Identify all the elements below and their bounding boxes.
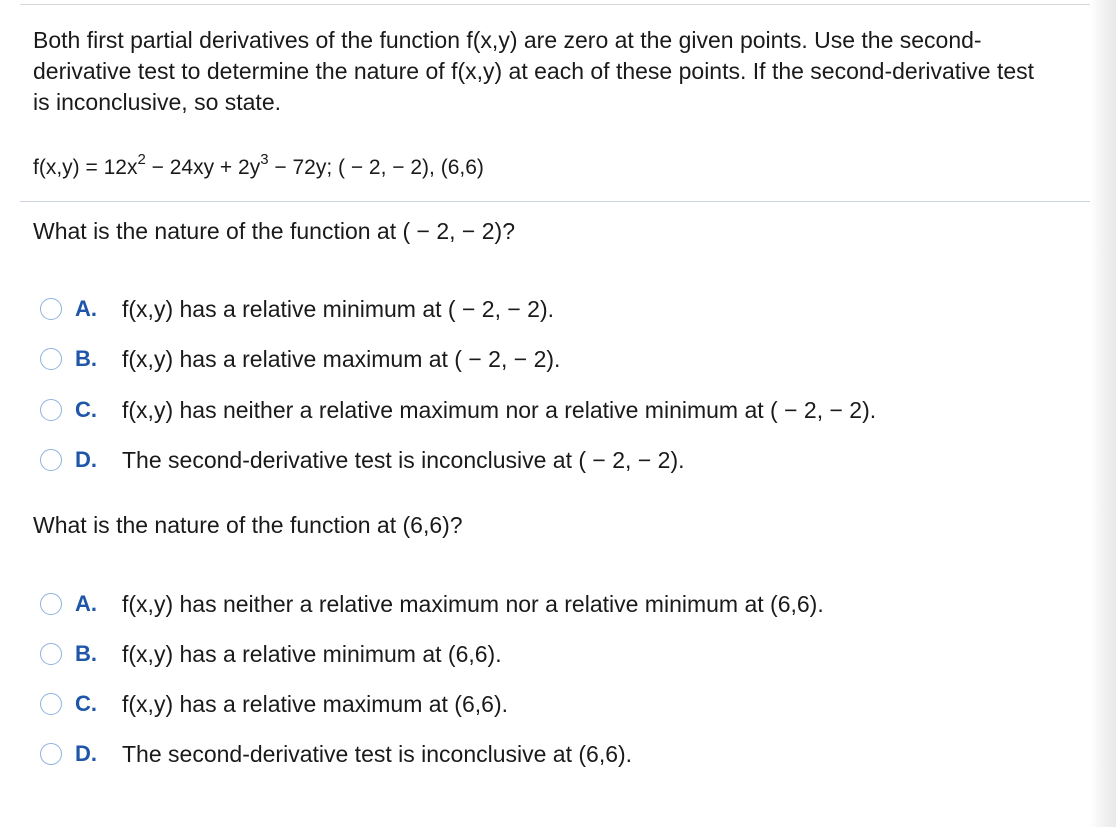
function-part-3: − 72y; ( − 2, − 2), (6,6) [268, 156, 484, 179]
problem-instructions: Both first partial derivatives of the function f(x,y) are zero at the given points. Use the second-derivative test to determine the nature of f(x,y) at each of these points. If the second-derivative test is inconclusive, so state. [33, 27, 1035, 115]
q1-option-c[interactable] [40, 394, 876, 426]
q1-option-a-letter: A. [75, 296, 97, 321]
q2-option-b-text: f(x,y) has a relative minimum at (6,6). [122, 640, 502, 667]
q2-option-a-radio[interactable] [40, 593, 62, 615]
q2-option-c-text: f(x,y) has a relative maximum at (6,6). [122, 690, 508, 717]
q1-option-a-radio[interactable] [40, 298, 62, 320]
q2-option-d-letter: D. [75, 741, 97, 766]
q1-option-c-radio[interactable] [40, 399, 62, 421]
q1-option-d-radio[interactable] [40, 449, 62, 471]
function-expression [33, 148, 484, 188]
question-1-prompt: What is the nature of the function at ( − 2, − 2)? [33, 218, 516, 244]
q2-option-b[interactable] [40, 638, 502, 670]
q2-option-a-text: f(x,y) has neither a relative maximum nor a relative minimum at (6,6). [122, 590, 824, 617]
function-exponent-x: 2 [137, 151, 146, 168]
q2-option-b-letter: B. [75, 641, 97, 666]
q1-option-c-text: f(x,y) has neither a relative maximum nor a relative minimum at ( − 2, − 2). [122, 396, 877, 423]
q2-option-d-text: The second-derivative test is inconclusive at (6,6). [122, 740, 633, 767]
q2-option-c[interactable] [40, 688, 508, 720]
q2-option-c-radio[interactable] [40, 693, 62, 715]
function-part-1: f(x,y) = 12x [33, 156, 138, 179]
q2-option-a-letter: A. [75, 591, 97, 616]
q2-option-c-letter: C. [75, 691, 97, 716]
section-divider [20, 201, 1116, 202]
q1-option-a[interactable] [40, 293, 554, 325]
q1-option-a-text: f(x,y) has a relative minimum at ( − 2, − 2). [122, 295, 555, 322]
question-2-prompt: What is the nature of the function at (6,6)? [33, 512, 463, 538]
q1-option-d-letter: D. [75, 447, 97, 472]
window-edge-shadow [1090, 0, 1116, 827]
q1-option-b[interactable] [40, 343, 560, 375]
q1-option-b-radio[interactable] [40, 348, 62, 370]
q1-option-b-text: f(x,y) has a relative maximum at ( − 2, − 2). [122, 345, 561, 372]
q2-option-b-radio[interactable] [40, 643, 62, 665]
q2-option-d[interactable] [40, 738, 632, 770]
function-part-2: − 24xy + 2y [145, 156, 261, 179]
function-exponent-y: 3 [260, 151, 269, 168]
q1-option-d[interactable] [40, 444, 685, 476]
q1-option-c-letter: C. [75, 397, 97, 422]
q2-option-d-radio[interactable] [40, 743, 62, 765]
q1-option-d-text: The second-derivative test is inconclusive at ( − 2, − 2). [122, 446, 685, 473]
q1-option-b-letter: B. [75, 346, 97, 371]
top-divider [20, 4, 1116, 5]
q2-option-a[interactable] [40, 588, 824, 620]
